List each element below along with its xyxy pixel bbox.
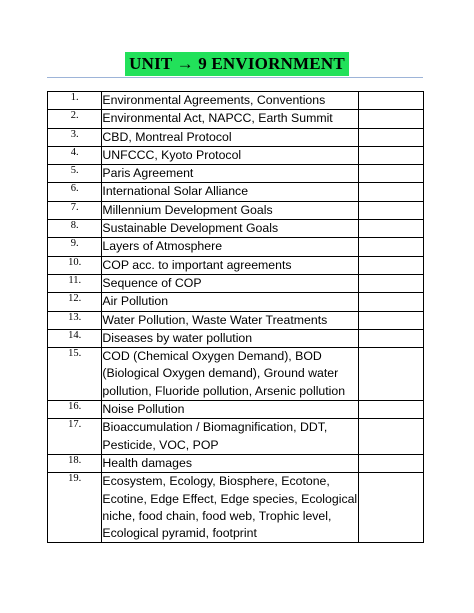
table-row: [48, 329, 424, 347]
row-topic: Layers of Atmosphere: [102, 238, 359, 256]
row-topic: Bioaccumulation / Biomagnification, DDT, Pesticide, VOC, POP: [102, 419, 359, 455]
row-number: 10.: [48, 256, 102, 274]
row-topic: Sustainable Development Goals: [102, 220, 359, 238]
row-number: 17.: [48, 419, 102, 455]
table-row: [48, 311, 424, 329]
table-row: [48, 419, 424, 455]
row-check-cell: [359, 256, 424, 274]
table-row: [48, 110, 424, 128]
row-topic: Environmental Act, NAPCC, Earth Summit: [102, 110, 359, 128]
row-check-cell: [359, 311, 424, 329]
row-check-cell: [359, 419, 424, 455]
row-topic: CBD, Montreal Protocol: [102, 128, 359, 146]
row-number: 9.: [48, 238, 102, 256]
row-check-cell: [359, 473, 424, 543]
table-row: [48, 238, 424, 256]
row-check-cell: [359, 348, 424, 401]
table-row: [48, 92, 424, 110]
row-check-cell: [359, 92, 424, 110]
title-underline: [47, 77, 423, 78]
row-number: 13.: [48, 311, 102, 329]
row-topic: International Solar Alliance: [102, 183, 359, 201]
row-number: 2.: [48, 110, 102, 128]
row-number: 5.: [48, 165, 102, 183]
row-check-cell: [359, 329, 424, 347]
row-topic: COD (Chemical Oxygen Demand), BOD (Biological Oxygen demand), Ground water pollution, Fluoride pollution, Arsenic pollution: [102, 348, 359, 401]
row-topic: COP acc. to important agreements: [102, 256, 359, 274]
row-check-cell: [359, 165, 424, 183]
row-number: 14.: [48, 329, 102, 347]
row-number: 1.: [48, 92, 102, 110]
title-container: [0, 52, 474, 76]
table-row: [48, 293, 424, 311]
row-check-cell: [359, 110, 424, 128]
row-check-cell: [359, 401, 424, 419]
table-row: [48, 220, 424, 238]
row-number: 16.: [48, 401, 102, 419]
row-topic: Water Pollution, Waste Water Treatments: [102, 311, 359, 329]
row-topic: UNFCCC, Kyoto Protocol: [102, 146, 359, 164]
row-number: 12.: [48, 293, 102, 311]
table-row: [48, 274, 424, 292]
table-row: [48, 146, 424, 164]
row-check-cell: [359, 146, 424, 164]
table-row: [48, 454, 424, 472]
row-topic: Sequence of COP: [102, 274, 359, 292]
row-number: 8.: [48, 220, 102, 238]
table-row: [48, 401, 424, 419]
row-number: 4.: [48, 146, 102, 164]
row-number: 15.: [48, 348, 102, 401]
row-topic: Noise Pollution: [102, 401, 359, 419]
table-row: [48, 165, 424, 183]
row-number: 3.: [48, 128, 102, 146]
row-check-cell: [359, 183, 424, 201]
row-check-cell: [359, 201, 424, 219]
row-topic: Health damages: [102, 454, 359, 472]
row-check-cell: [359, 454, 424, 472]
row-topic: Ecosystem, Ecology, Biosphere, Ecotone, Ecotine, Edge Effect, Edge species, Ecological niche, food chain, food web, Trophic level, Ecological pyramid, footprint: [102, 473, 359, 543]
row-number: 18.: [48, 454, 102, 472]
row-number: 7.: [48, 201, 102, 219]
row-check-cell: [359, 128, 424, 146]
table-row: [48, 183, 424, 201]
row-topic: Paris Agreement: [102, 165, 359, 183]
table-row: [48, 256, 424, 274]
table-row: [48, 348, 424, 401]
row-number: 11.: [48, 274, 102, 292]
page-title: UNIT → 9 ENVIORNMENT: [125, 52, 349, 76]
table-row: [48, 473, 424, 543]
row-topic: Air Pollution: [102, 293, 359, 311]
row-topic: Millennium Development Goals: [102, 201, 359, 219]
table-row: [48, 128, 424, 146]
row-check-cell: [359, 274, 424, 292]
row-number: 6.: [48, 183, 102, 201]
topics-table: [47, 91, 424, 543]
row-number: 19.: [48, 473, 102, 543]
row-check-cell: [359, 238, 424, 256]
table-row: [48, 201, 424, 219]
row-topic: Environmental Agreements, Conventions: [102, 92, 359, 110]
row-topic: Diseases by water pollution: [102, 329, 359, 347]
row-check-cell: [359, 293, 424, 311]
row-check-cell: [359, 220, 424, 238]
